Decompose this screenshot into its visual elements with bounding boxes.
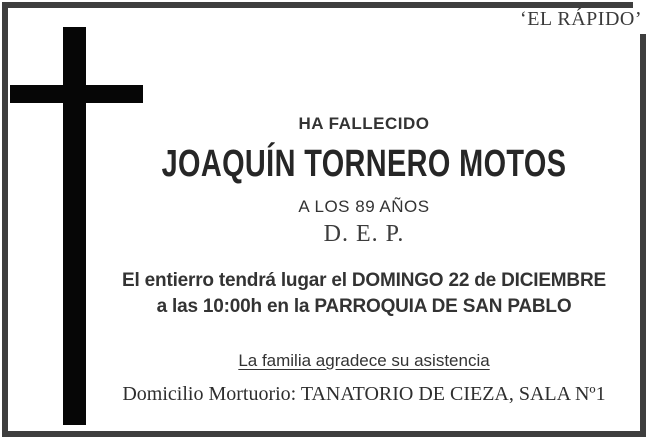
family-thanks-line: La familia agradece su asistencia: [238, 351, 490, 370]
notice-text-column: [90, 0, 638, 440]
deceased-name: JOAQUÍN TORNERO MOTOS: [161, 143, 567, 185]
status-line: HA FALLECIDO: [298, 114, 430, 133]
funeral-details-line-2: a las 10:00h en la PARROQUIA DE SAN PABLO: [156, 296, 572, 317]
funeral-home-brand-label: ‘EL RÁPIDO’: [512, 8, 644, 33]
age-line: A LOS 89 AÑOS: [298, 197, 430, 216]
funeral-details-line-1: El entierro tendrá lugar el DOMINGO 22 de DICIEMBRE: [122, 270, 606, 291]
mortuary-address-line: Domicilio Mortuorio: TANATORIO DE CIEZA, SALA Nº1: [122, 383, 606, 405]
rip-abbreviation: D. E. P.: [323, 221, 405, 247]
